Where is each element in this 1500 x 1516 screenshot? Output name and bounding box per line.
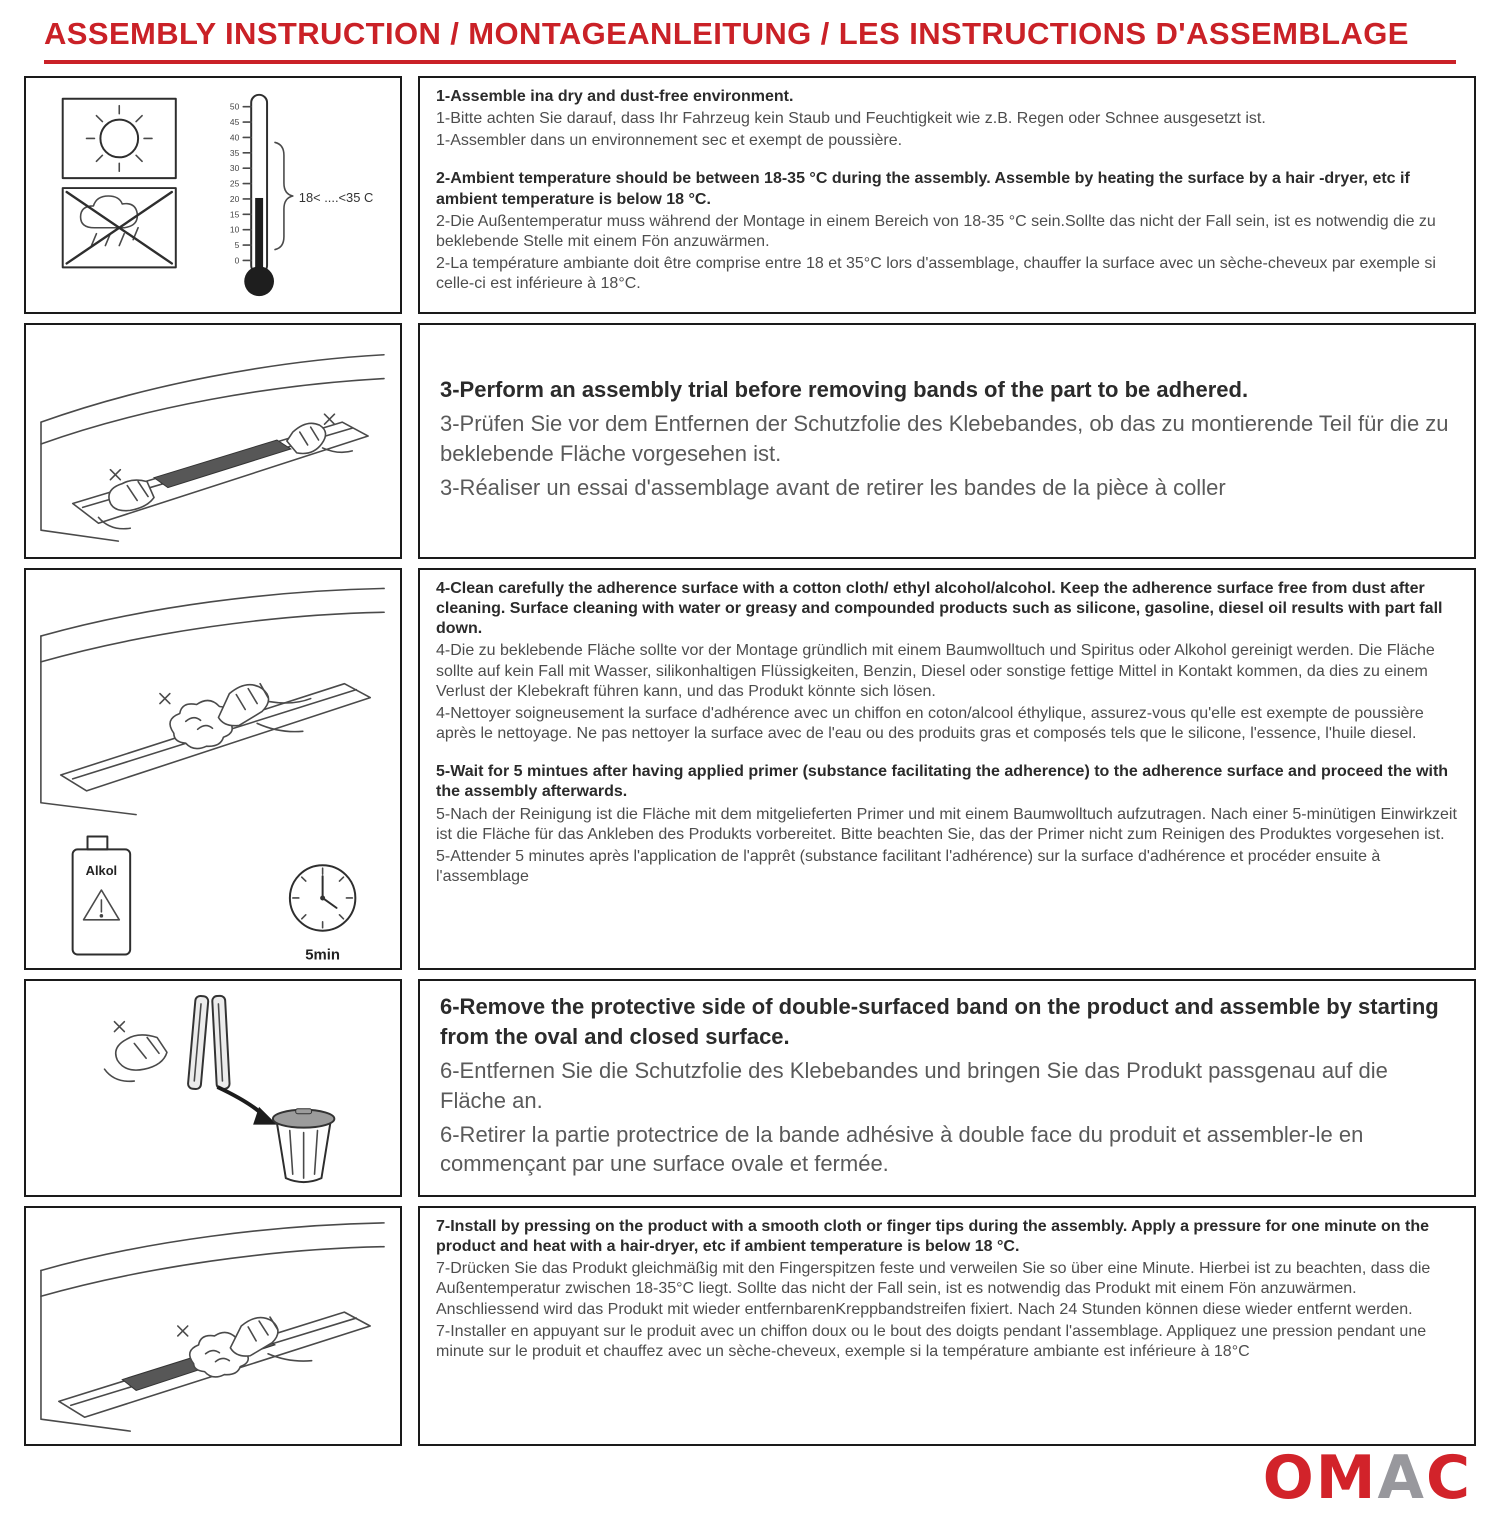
press-illustration — [27, 1209, 399, 1443]
hand-with-cloth — [160, 684, 311, 749]
trash-can-icon — [273, 1108, 334, 1181]
section-cleaning-primer — [24, 568, 1476, 970]
instruction-4-fr: 4-Nettoyer soigneusement la surface d'adhérence avec un chiffon en coton/alcool éthylique, assurez-vous qu'elle est exempte de poussière après le nettoyage. Ne pas nettoyer la surface avec de l'eau ou des produits gras et composés tels que le silicone, l'essence, l'huile diesel. — [436, 704, 1424, 743]
bottle-label: Alkol — [85, 863, 118, 879]
instruction-2-en: 2-Ambient temperature should be between 18-35 °C during the assembly. Assemble by heating the surface by a hair -dryer, etc if ambient temperature is below 18 °C. — [436, 170, 1410, 208]
clock-icon — [290, 865, 355, 963]
thermometer-scale-label: 5 — [234, 240, 240, 251]
thermometer-scale-label: 35 — [229, 147, 240, 158]
thermometer-scale-label: 10 — [229, 224, 240, 235]
logo-letters-om: OM — [1262, 1443, 1378, 1513]
section-environment-temperature — [24, 76, 1476, 314]
no-rain-icon — [63, 188, 176, 267]
instructions-4-5-text — [418, 568, 1476, 970]
illustration-cleaning — [24, 568, 402, 970]
assembly-trial-illustration — [27, 327, 399, 555]
instruction-7-text — [418, 1206, 1476, 1446]
illustration-press — [24, 1206, 402, 1446]
title-underline — [44, 60, 1456, 64]
logo-letter-a: A — [1377, 1443, 1426, 1513]
door-sill-drawing — [41, 355, 384, 541]
warning-triangle-icon — [84, 890, 120, 920]
instruction-1-fr: 1-Assembler dans un environnement sec et exempt de poussière. — [436, 132, 903, 150]
instruction-6-text — [418, 979, 1476, 1197]
instruction-3-fr: 3-Réaliser un essai d'assemblage avant de retirer les bandes de la pièce à coller — [440, 474, 1226, 500]
illustration-assembly-trial — [24, 323, 402, 559]
environment-illustration — [27, 80, 399, 310]
alcohol-bottle-icon — [73, 836, 131, 954]
thermometer-scale-label: 25 — [229, 178, 240, 189]
sun-icon — [63, 99, 176, 178]
pressing-hand-with-cloth — [178, 1317, 312, 1377]
instruction-6-en: 6-Remove the protective side of double-surfaced band on the product and assemble by starting from the oval and closed surface. — [440, 994, 1439, 1049]
remove-band-illustration — [27, 984, 399, 1193]
omac-logo — [1262, 1443, 1472, 1513]
logo-letter-c: C — [1425, 1443, 1472, 1513]
thermometer-scale-label: 30 — [229, 163, 240, 174]
instruction-5-de: 5-Nach der Reinigung ist die Fläche mit dem mitgelieferten Primer und mit einem Baumwolltuch aufzutragen. Nach einer 5-minütigen Einwirkzeit ist die Fläche für das Ankleben des Produkts vorbereitet. Bitte beachten Sie, das der Primer nicht zum Reinigen des Produktes vorgesehen ist. — [436, 805, 1457, 843]
instruction-3-de: 3-Prüfen Sie vor dem Entfernen der Schutzfolie des Klebebandes, ob das zu montierende Teil für die zu beklebende Fläche vorgesehen ist. — [440, 411, 1449, 466]
thermometer-scale-label: 0 — [234, 255, 240, 266]
section-remove-band — [24, 979, 1476, 1197]
instruction-1-en: 1-Assemble ina dry and dust-free environment. — [436, 88, 794, 105]
thermometer-scale-label: 40 — [229, 132, 240, 143]
hand-illustration — [105, 1021, 167, 1081]
temperature-range-label: 18< ....<35 C — [298, 189, 374, 205]
instruction-2-fr: 2-La température ambiante doit être comprise entre 18 et 35°C lors d'assemblage, chauffer la surface avec un sèche-cheveux par exemple si celle-ci est inférieure à 18°C. — [436, 255, 1436, 293]
instruction-2-de: 2-Die Außentemperatur muss während der Montage in einem Bereich von 18-35 °C sein.Sollte das nicht der Fall sein, ist es notwendig die zu beklebende Stelle mit einem Fön anzuwärmen. — [436, 212, 1436, 250]
instructions-1-2-text — [418, 76, 1476, 314]
thermometer-scale-label: 15 — [229, 209, 240, 220]
instruction-6-de: 6-Entfernen Sie die Schutzfolie des Klebebandes und bringen Sie das Produkt passgenau auf die Fläche an. — [440, 1058, 1388, 1113]
section-assembly-trial — [24, 323, 1476, 559]
clock-duration-label: 5min — [305, 947, 340, 964]
illustration-remove-band — [24, 979, 402, 1197]
instruction-7-fr: 7-Installer en appuyant sur le produit avec un chiffon doux ou le bout des doigts pendant l'assemblage. Appliquez une pression pendant une minute sur le produit et chauffez avec un sèche-cheveux, exemple si la température ambiante est inférieure à 18°C — [436, 1322, 1427, 1360]
thermometer-scale-label: 50 — [229, 101, 240, 112]
instruction-7-de: 7-Drücken Sie das Produkt gleichmäßig mit den Fingerspitzen feste und verweilen Sie so über eine Minute. Hierbei ist zu beachten, dass die Außentemperatur zwischen 18-35°C liegt. Sollte das nicht der Fall sein, ist es notwendig das Produkt mit einem Fön anzuwärmen. Anschliessend wird das Produkt mit wieder entfernbarenKreppbandstreifen fixiert. Nach 24 Stunden können diese wieder entfernt werden. — [436, 1260, 1431, 1318]
cleaning-illustration — [27, 572, 399, 966]
instruction-3-en: 3-Perform an assembly trial before removing bands of the part to be adhered. — [440, 376, 1249, 402]
thermometer-icon — [230, 95, 373, 296]
section-press-install — [24, 1206, 1476, 1446]
page-title: ASSEMBLY INSTRUCTION / MONTAGEANLEITUNG / LES INSTRUCTIONS D'ASSEMBLAGE — [44, 16, 1409, 51]
instruction-5-en: 5-Wait for 5 mintues after having applied primer (substance facilitating the adherence) to the adherence surface and proceed the with the assembly afterwards. — [436, 763, 1449, 801]
instruction-3-text — [418, 323, 1476, 559]
instruction-4-de: 4-Die zu beklebende Fläche sollte vor der Montage gründlich mit einem Baumwolltuch und Spiritus oder Alkohol gereinigt werden. Die Fläche sollte auf kein Fall mit Wasser, silikonhaltigen Flüssigkeiten, Benzin, Diesel oder sonstige fettige Mittel in Kontakt kommen, da dies zu einem Verlust der Klebekraft führen kann, und das Produkt könnte sich lösen. — [436, 642, 1435, 700]
thermometer-scale-label: 45 — [229, 117, 240, 128]
instruction-1-de: 1-Bitte achten Sie darauf, dass Ihr Fahrzeug kein Staub und Feuchtigkeit wie z.B. Regen oder Schnee ausgesetzt ist. — [436, 110, 1266, 128]
peel-strips-drawing — [188, 995, 230, 1089]
instruction-4-en: 4-Clean carefully the adherence surface with a cotton cloth/ ethyl alcohol/alcohol. Keep the adherence surface free from dust after cleaning. Surface cleaning with water or greasy and compounded products such as silicone, gasoline, diesel oil results with part fall down. — [436, 580, 1443, 638]
arrow-icon — [217, 1087, 276, 1125]
instruction-5-fr: 5-Attender 5 minutes après l'application de l'apprêt (substance facilitant l'adhérence) sur la surface d'adhérence et procéder ensuite à l'assemblage — [436, 847, 1381, 886]
illustration-environment — [24, 76, 402, 314]
press-sill-drawing — [41, 1223, 384, 1431]
thermometer-scale-label: 20 — [229, 193, 240, 204]
instruction-7-en: 7-Install by pressing on the product with a smooth cloth or finger tips during the assembly. Apply a pressure for one minute on the product and heat with a hair-dryer, etc if ambient temperature is below 18 °C. — [436, 1218, 1429, 1256]
instruction-6-fr: 6-Retirer la partie protectrice de la bande adhésive à double face du produit et assembler-le en commençant par une surface ovale et fermée. — [440, 1121, 1364, 1177]
